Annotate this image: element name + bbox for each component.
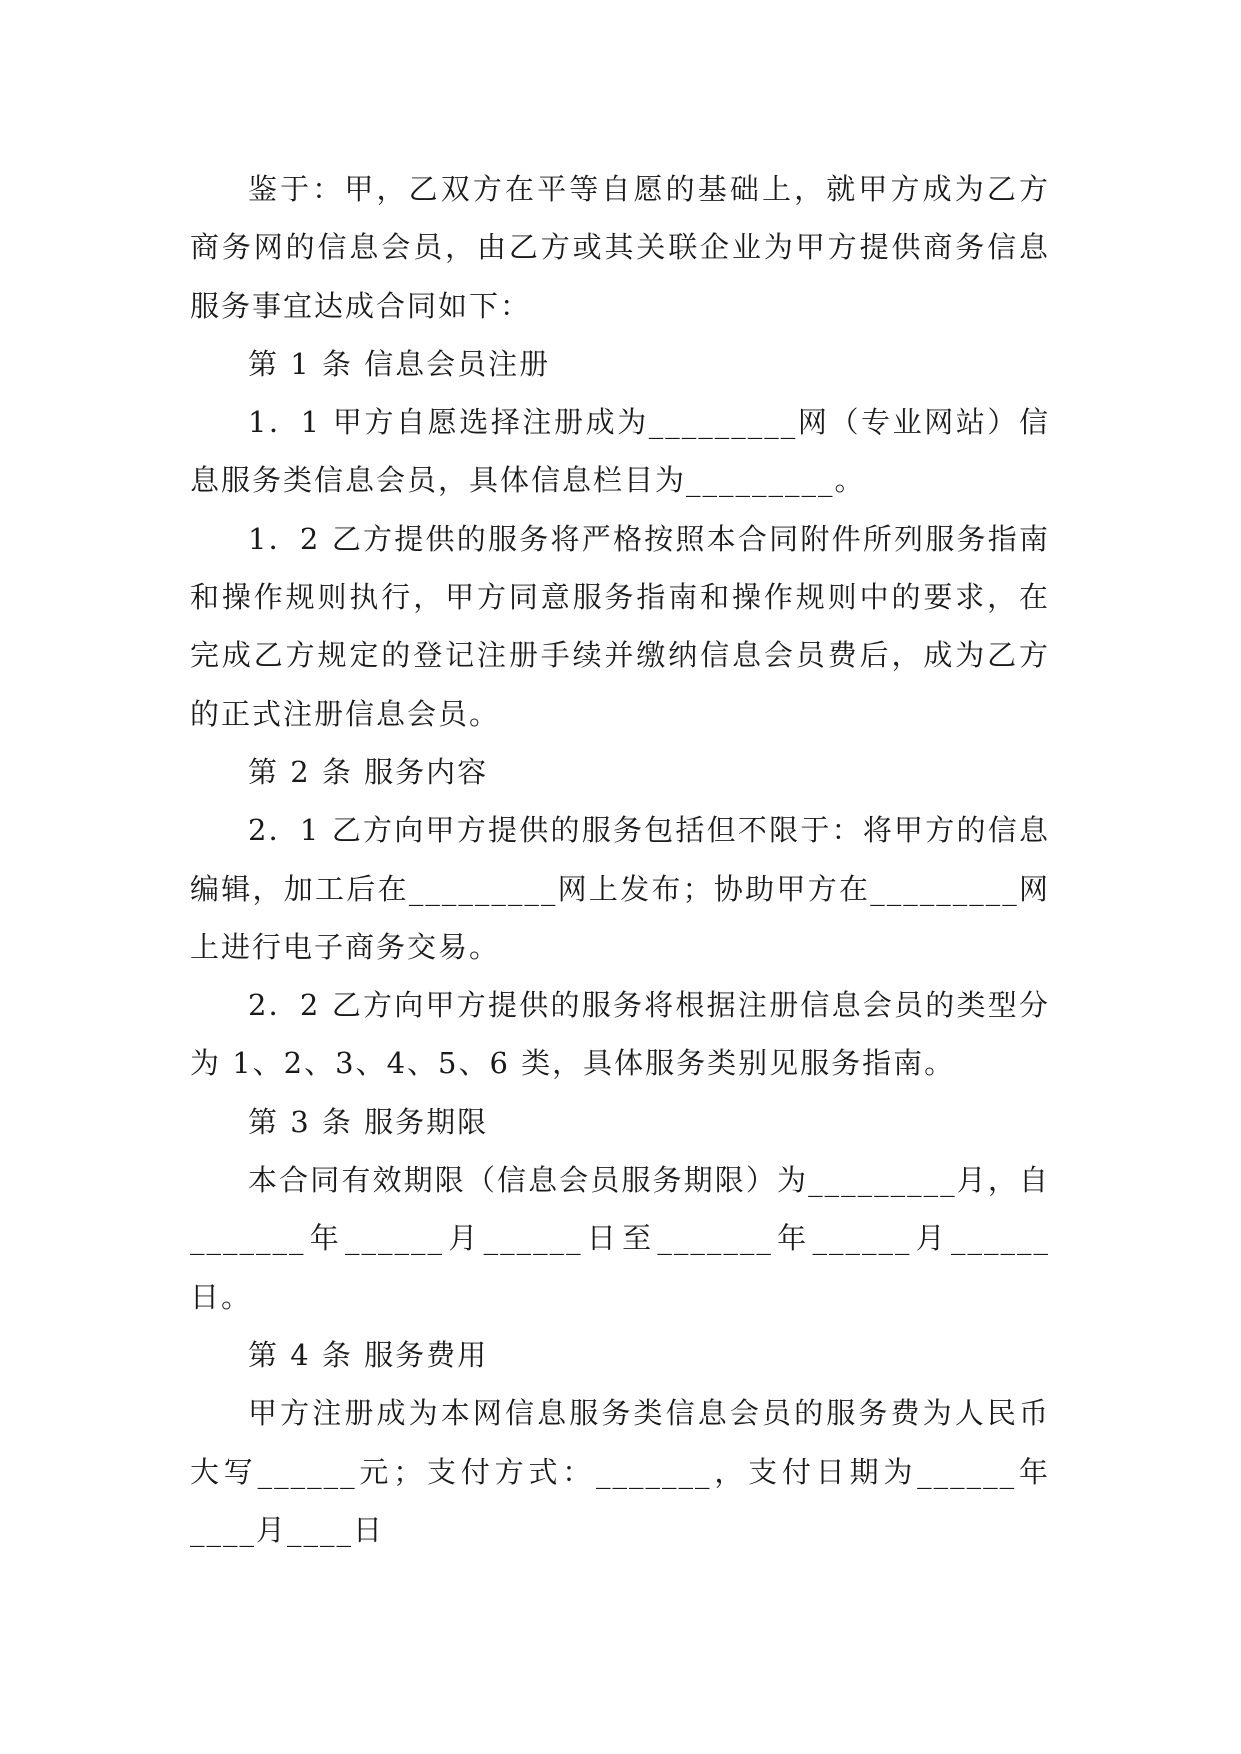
document-body bbox=[190, 160, 1050, 1559]
clause-1-2: 1．2 乙方提供的服务将严格按照本合同附件所列服务指南和操作规则执行，甲方同意服务指南和操作规则中的要求，在完成乙方规定的登记注册手续并缴纳信息会员费后，成为乙方的正式注册信息会员。 bbox=[190, 521, 1050, 731]
article-3-heading: 第 3 条 服务期限 bbox=[248, 1104, 489, 1139]
clause-3-body: 本合同有效期限（信息会员服务期限）为_________月，自_______年______月______日至_______年______月______日。 bbox=[190, 1163, 1050, 1314]
preamble-paragraph: 鉴于：甲，乙双方在平等自愿的基础上，就甲方成为乙方商务网的信息会员，由乙方或其关联企业为甲方提供商务信息服务事宜达成合同如下： bbox=[190, 172, 1050, 323]
clause-1-1: 1．1 甲方自愿选择注册成为_________网（专业网站）信息服务类信息会员，具体信息栏目为_________。 bbox=[190, 405, 1050, 498]
article-2-heading: 第 2 条 服务内容 bbox=[248, 754, 489, 789]
clause-4-body: 甲方注册成为本网信息服务类信息会员的服务费为人民币大写______元；支付方式：_______，支付日期为______年____月____日 bbox=[190, 1396, 1050, 1547]
clause-2-1: 2．1 乙方向甲方提供的服务包括但不限于：将甲方的信息编辑，加工后在_________网上发布；协助甲方在_________网上进行电子商务交易。 bbox=[190, 813, 1050, 964]
article-4-heading: 第 4 条 服务费用 bbox=[248, 1337, 489, 1372]
clause-2-2: 2．2 乙方向甲方提供的服务将根据注册信息会员的类型分为 1、2、3、4、5、6 类，具体服务类别见服务指南。 bbox=[190, 988, 1050, 1081]
article-1-heading: 第 1 条 信息会员注册 bbox=[248, 346, 551, 381]
